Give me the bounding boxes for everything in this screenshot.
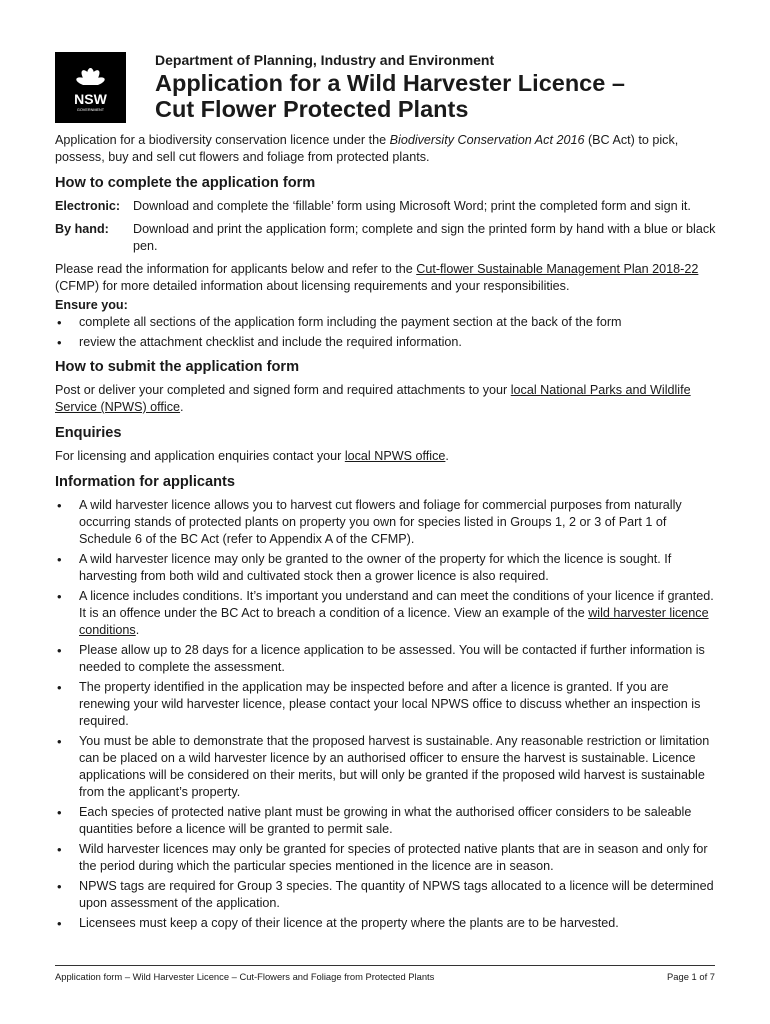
read-text: Please read the information for applicants below and refer to the (55, 262, 417, 276)
list-item: • review the attachment checklist and include the required information. (55, 334, 717, 351)
method-description: Download and complete the ‘fillable’ form using Microsoft Word; print the completed form and sign it. (133, 199, 691, 213)
method-electronic (55, 198, 717, 215)
list-item: • complete all sections of the application form including the payment section at the back of the form (55, 314, 717, 331)
method-by-hand (55, 221, 717, 255)
local-npws-office-link[interactable]: local NPWS office (344, 449, 446, 463)
list-item: • A wild harvester licence may only be granted to the owner of the property for which the licence is sought. If harvesting from both wild and cultivated stock then a grower licence is also required. (55, 551, 717, 585)
ensure-list (55, 314, 717, 351)
enquiries-text: For licensing and application enquiries contact your (55, 449, 345, 463)
list-item: • NPWS tags are required for Group 3 species. The quantity of NPWS tags allocated to a licence will be determined upon assessment of the application. (55, 878, 717, 912)
enquiries-text-after: . (445, 449, 449, 463)
section-heading-complete: How to complete the application form (55, 175, 316, 191)
intro-paragraph (55, 132, 717, 166)
list-item: • You must be able to demonstrate that the proposed harvest is sustainable. Any reasonable restriction or limitation can be placed on a wild harvester licence by an authorised officer to ensure the harvest is sustainable. Licence applications will be considered on their merits, but will only be granted if the proposed wild harvest is sustainable from the applicant’s property. (55, 733, 717, 801)
list-item (55, 588, 717, 639)
list-item: • Licensees must keep a copy of their licence at the property where the plants are to be harvested. (55, 915, 717, 932)
waratah-logo-icon (55, 52, 126, 123)
page-title (155, 70, 715, 122)
method-term: By hand: (55, 222, 109, 236)
intro-text-after: (BC Act) to pick, possess, buy and sell cut flowers and foliage from protected plants. (55, 133, 679, 164)
document-body (55, 132, 717, 939)
method-term: Electronic: (55, 199, 121, 213)
logo-text: NSW (74, 91, 107, 107)
list-item-text-after: . (135, 623, 140, 637)
information-list (55, 497, 717, 932)
list-item: • Please allow up to 28 days for a licence application to be assessed. You will be contacted if further information is needed to complete the assessment. (55, 642, 717, 676)
title-line-2: Cut Flower Protected Plants (155, 96, 469, 122)
read-text-after: (CFMP) for more detailed information about licensing requirements and your responsibilities. (55, 279, 570, 293)
submit-text: Post or deliver your completed and signed form and required attachments to your (55, 383, 511, 397)
page-footer (55, 965, 715, 982)
title-line-1: Application for a Wild Harvester Licence – (155, 70, 625, 96)
nsw-government-logo (55, 52, 126, 123)
licence-conditions-link[interactable]: wild harvester licence conditions (79, 606, 709, 637)
footer-document-title: Application form – Wild Harvester Licence – Cut-Flowers and Foliage from Protected Plants (55, 971, 435, 982)
section-heading-submit: How to submit the application form (55, 359, 300, 375)
list-item: • Each species of protected native plant must be growing in what the authorised officer considers to be saleable quantities before a licence will be granted to permit sale. (55, 804, 717, 838)
department-name: Department of Planning, Industry and Environment (155, 52, 495, 68)
submit-paragraph (55, 382, 717, 416)
npws-office-link[interactable]: local National Parks and Wildlife Service (NPWS) office (55, 383, 691, 414)
cfmp-link[interactable]: Cut-flower Sustainable Management Plan 2018-22 (416, 262, 699, 276)
submit-text-after: . (180, 400, 184, 414)
read-information-paragraph (55, 261, 717, 295)
footer-page-number: Page 1 of 7 (667, 971, 715, 982)
intro-text: Application for a biodiversity conservation licence under the (55, 133, 390, 147)
method-description: Download and print the application form; complete and sign the printed form by hand with a blue or black pen. (133, 222, 716, 253)
ensure-label: Ensure you: (55, 298, 128, 312)
list-item-text: A licence includes conditions. It’s important you understand and can meet the conditions of your licence if granted. It is an offence under the BC Act to breach a condition of a licence. View an example of the (79, 589, 714, 620)
list-item: • The property identified in the application may be inspected before and after a licence is granted. If you are renewing your wild harvester licence, please contact your local NPWS office to discuss whether an inspection is required. (55, 679, 717, 730)
section-heading-enquiries: Enquiries (55, 425, 122, 441)
list-item: • A wild harvester licence allows you to harvest cut flowers and foliage for commercial purposes from naturally occurring stands of protected plants on property you own for species listed in Groups 1, 2 or 3 of Part 1 of Schedule 6 of the BC Act (refer to Appendix A of the CFMP). (55, 497, 717, 548)
section-heading-information: Information for applicants (55, 474, 235, 490)
enquiries-paragraph (55, 448, 717, 465)
act-name: Biodiversity Conservation Act 2016 (389, 133, 585, 147)
logo-subtext: GOVERNMENT (76, 108, 105, 112)
list-item: • Wild harvester licences may only be granted for species of protected native plants that are in season and only for the period during which the particular species mentioned in the licence are in season. (55, 841, 717, 875)
completion-methods (55, 198, 717, 255)
